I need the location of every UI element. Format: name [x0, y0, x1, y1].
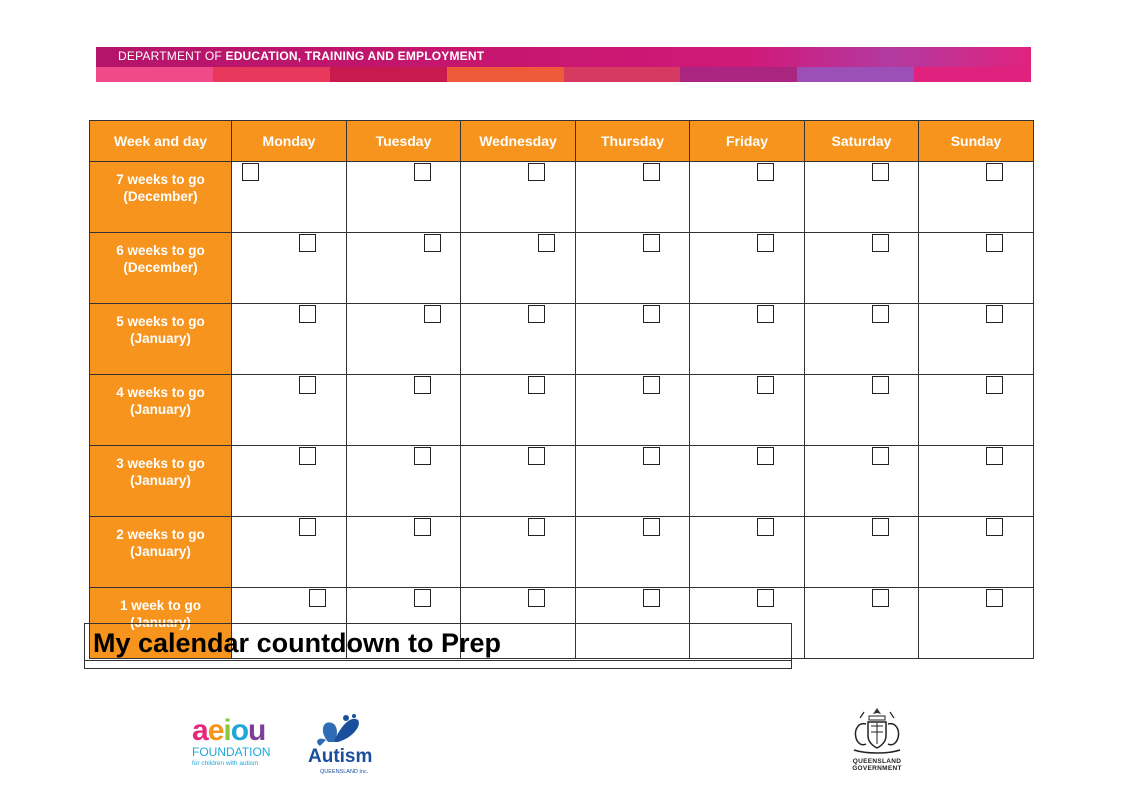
- week-row: [90, 517, 1034, 588]
- day-cell: [919, 233, 1034, 304]
- day-cell: [805, 517, 919, 588]
- day-cell: [347, 162, 461, 233]
- day-checkbox[interactable]: [299, 447, 316, 465]
- aeiou-foundation-logo: [192, 716, 282, 768]
- banner-block: [213, 67, 330, 82]
- countdown-calendar-table: [89, 120, 1034, 659]
- weeks-to-go-label: 4 weeks to go: [116, 385, 205, 400]
- day-cell: [690, 517, 805, 588]
- qld-line2: GOVERNMENT: [852, 765, 902, 772]
- autism-logo-word: Autism: [308, 746, 373, 767]
- aeiou-letter: e: [207, 714, 224, 747]
- day-cell: [805, 233, 919, 304]
- day-cell: [576, 446, 690, 517]
- header-week-and-day: Week and day: [90, 121, 232, 162]
- day-checkbox[interactable]: [986, 376, 1003, 394]
- day-cell: [690, 446, 805, 517]
- day-checkbox[interactable]: [538, 234, 555, 252]
- day-cell: [690, 304, 805, 375]
- aeiou-letter: a: [192, 714, 208, 747]
- title-box-divider: [85, 660, 791, 661]
- aeiou-foundation-label: FOUNDATION: [192, 745, 271, 759]
- day-checkbox[interactable]: [528, 305, 545, 323]
- month-label: (January): [130, 402, 191, 417]
- header-day: Thursday: [576, 121, 690, 162]
- weeks-to-go-label: 5 weeks to go: [116, 314, 205, 329]
- day-checkbox[interactable]: [986, 305, 1003, 323]
- day-cell: [461, 517, 576, 588]
- day-cell: [461, 446, 576, 517]
- day-checkbox[interactable]: [757, 589, 774, 607]
- header-day: Monday: [232, 121, 347, 162]
- day-cell: [919, 588, 1034, 659]
- day-checkbox[interactable]: [299, 518, 316, 536]
- day-checkbox[interactable]: [872, 376, 889, 394]
- week-row: [90, 233, 1034, 304]
- header-day: Tuesday: [347, 121, 461, 162]
- day-checkbox[interactable]: [528, 518, 545, 536]
- month-label: (January): [130, 331, 191, 346]
- day-cell: [576, 233, 690, 304]
- day-cell: [805, 304, 919, 375]
- week-row: [90, 375, 1034, 446]
- day-cell: [347, 233, 461, 304]
- month-label: (January): [130, 544, 191, 559]
- day-checkbox[interactable]: [986, 234, 1003, 252]
- banner-block: [96, 67, 213, 82]
- weeks-to-go-label: 1 week to go: [119, 598, 202, 613]
- day-checkbox[interactable]: [757, 518, 774, 536]
- day-checkbox[interactable]: [528, 447, 545, 465]
- day-checkbox[interactable]: [757, 305, 774, 323]
- day-checkbox[interactable]: [643, 305, 660, 323]
- day-cell: [576, 517, 690, 588]
- day-checkbox[interactable]: [299, 234, 316, 252]
- day-checkbox[interactable]: [528, 376, 545, 394]
- week-label-cell: [90, 375, 232, 446]
- banner-block: [680, 67, 797, 82]
- department-banner: [96, 47, 1031, 82]
- day-checkbox[interactable]: [424, 234, 441, 252]
- banner-block: [564, 67, 681, 82]
- weeks-to-go-label: 6 weeks to go: [116, 243, 205, 258]
- aeiou-letter: i: [223, 714, 231, 747]
- weeks-to-go-label: 3 weeks to go: [116, 456, 205, 471]
- week-row: [90, 304, 1034, 375]
- day-cell: [232, 304, 347, 375]
- day-cell: [919, 517, 1034, 588]
- coat-of-arms-icon: [846, 704, 908, 758]
- day-checkbox[interactable]: [643, 589, 660, 607]
- page-title: My calendar countdown to Prep: [93, 628, 502, 658]
- day-checkbox[interactable]: [424, 305, 441, 323]
- day-checkbox[interactable]: [414, 589, 431, 607]
- header-day: Sunday: [919, 121, 1034, 162]
- aeiou-tagline: for children with autism: [192, 760, 259, 767]
- day-checkbox[interactable]: [643, 376, 660, 394]
- day-checkbox[interactable]: [872, 518, 889, 536]
- day-cell: [576, 375, 690, 446]
- day-checkbox[interactable]: [872, 163, 889, 181]
- aeiou-logo-word: [192, 716, 282, 746]
- day-cell: [347, 375, 461, 446]
- day-checkbox[interactable]: [414, 447, 431, 465]
- header-day: Wednesday: [461, 121, 576, 162]
- day-checkbox[interactable]: [986, 163, 1003, 181]
- day-cell: [232, 446, 347, 517]
- day-checkbox[interactable]: [872, 234, 889, 252]
- day-cell: [805, 162, 919, 233]
- day-cell: [690, 375, 805, 446]
- header-day: Saturday: [805, 121, 919, 162]
- day-cell: [576, 304, 690, 375]
- day-checkbox[interactable]: [757, 376, 774, 394]
- day-checkbox[interactable]: [242, 163, 259, 181]
- day-checkbox[interactable]: [986, 518, 1003, 536]
- day-cell: [919, 304, 1034, 375]
- banner-block: [447, 67, 564, 82]
- day-checkbox[interactable]: [872, 305, 889, 323]
- day-cell: [232, 162, 347, 233]
- day-cell: [690, 162, 805, 233]
- day-cell: [805, 588, 919, 659]
- aeiou-letter: o: [230, 714, 249, 747]
- day-cell: [461, 375, 576, 446]
- day-checkbox[interactable]: [528, 589, 545, 607]
- month-label: (January): [130, 615, 191, 630]
- day-cell: [919, 446, 1034, 517]
- day-checkbox[interactable]: [872, 447, 889, 465]
- day-checkbox[interactable]: [643, 518, 660, 536]
- banner-block: [797, 67, 914, 82]
- banner-prefix: DEPARTMENT OF: [118, 49, 226, 63]
- day-cell: [232, 233, 347, 304]
- day-cell: [576, 162, 690, 233]
- month-label: (December): [123, 189, 198, 204]
- week-label-cell: [90, 162, 232, 233]
- day-cell: [919, 162, 1034, 233]
- day-checkbox[interactable]: [643, 163, 660, 181]
- day-checkbox[interactable]: [528, 163, 545, 181]
- day-checkbox[interactable]: [643, 447, 660, 465]
- day-cell: [805, 446, 919, 517]
- header-row: [90, 121, 1034, 162]
- day-checkbox[interactable]: [299, 305, 316, 323]
- day-cell: [461, 162, 576, 233]
- day-checkbox[interactable]: [986, 589, 1003, 607]
- day-checkbox[interactable]: [309, 589, 326, 607]
- banner-block: [914, 67, 1031, 82]
- day-checkbox[interactable]: [757, 163, 774, 181]
- day-cell: [690, 233, 805, 304]
- week-label-cell: [90, 233, 232, 304]
- day-cell: [232, 517, 347, 588]
- day-cell: [347, 304, 461, 375]
- banner-text: [118, 49, 484, 63]
- week-label-cell: [90, 304, 232, 375]
- day-checkbox[interactable]: [643, 234, 660, 252]
- day-checkbox[interactable]: [872, 589, 889, 607]
- week-label-cell: [90, 446, 232, 517]
- weeks-to-go-label: 7 weeks to go: [116, 172, 205, 187]
- day-checkbox[interactable]: [299, 376, 316, 394]
- week-row: [90, 162, 1034, 233]
- autism-logo-sub: QUEENSLAND Inc.: [320, 769, 369, 775]
- weeks-to-go-label: 2 weeks to go: [116, 527, 205, 542]
- day-checkbox[interactable]: [757, 447, 774, 465]
- day-cell: [347, 446, 461, 517]
- week-label-cell: [90, 517, 232, 588]
- header-day: Friday: [690, 121, 805, 162]
- month-label: (December): [123, 260, 198, 275]
- week-row: [90, 446, 1034, 517]
- day-cell: [805, 375, 919, 446]
- day-checkbox[interactable]: [414, 163, 431, 181]
- day-checkbox[interactable]: [414, 376, 431, 394]
- banner-block: [330, 67, 447, 82]
- day-cell: [461, 304, 576, 375]
- day-checkbox[interactable]: [986, 447, 1003, 465]
- day-cell: [347, 517, 461, 588]
- day-checkbox[interactable]: [414, 518, 431, 536]
- day-cell: [232, 375, 347, 446]
- day-cell: [461, 233, 576, 304]
- day-checkbox[interactable]: [757, 234, 774, 252]
- day-cell: [919, 375, 1034, 446]
- banner-bold: EDUCATION, TRAINING AND EMPLOYMENT: [225, 49, 485, 63]
- month-label: (January): [130, 473, 191, 488]
- aeiou-letter: u: [248, 714, 266, 747]
- banner-color-blocks: [96, 67, 1031, 82]
- qld-line1: QUEENSLAND: [852, 758, 902, 765]
